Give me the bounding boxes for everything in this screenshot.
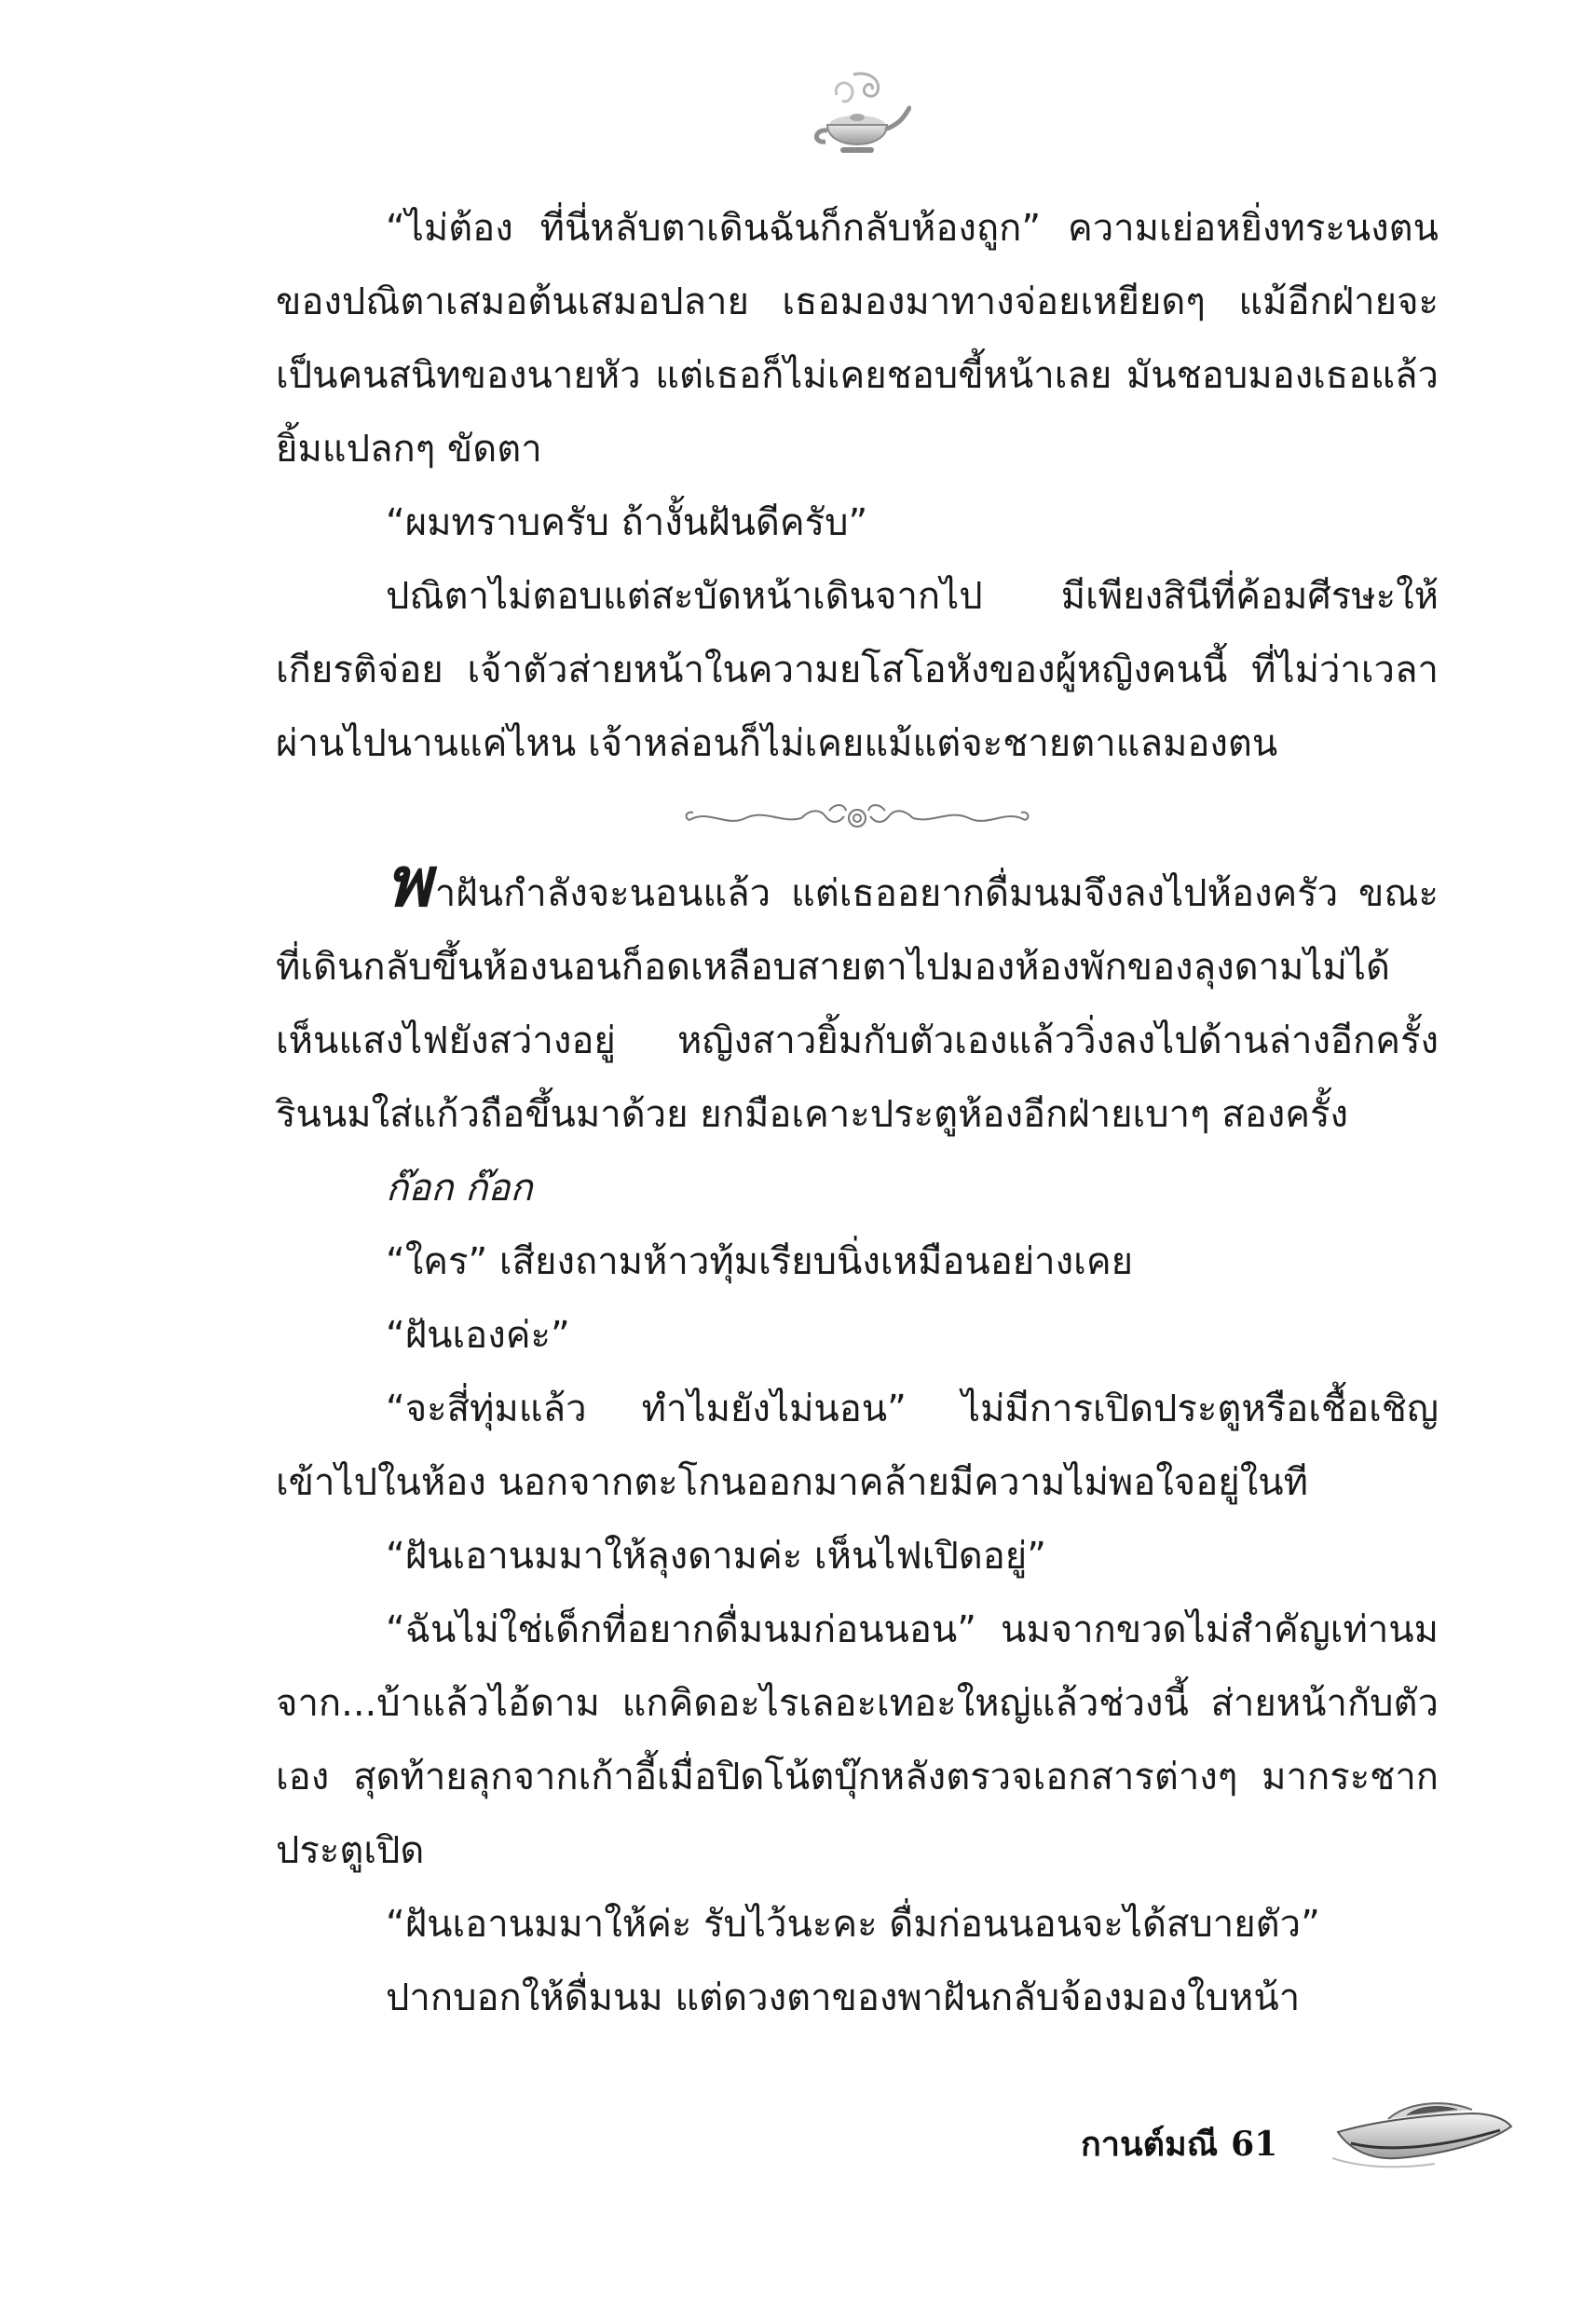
paragraph: “ไม่ต้อง ที่นี่หลับตาเดินฉันก็กลับห้องถูก” ความเย่อหยิ่งทระนงตนของปณิตาเสมอต้นเสมอปลาย เธอมองมาทางจ่อยเหยียดๆ แม้อีกฝ่ายจะเป็นคนสนิทของนายหัว แต่เธอก็ไม่เคยชอบขี้หน้าเลย มันชอบมองเธอแล้วยิ้มแปลกๆ ขัดตา — [276, 207, 1439, 471]
book-title: กานต์มณี — [1081, 2125, 1219, 2164]
paragraph: “ฝันเองค่ะ” — [386, 1314, 570, 1357]
paragraph-text: าฝันกำลังจะนอนแล้ว แต่เธออยากดื่มนมจึงลงไปห้องครัว ขณะที่เดินกลับขึ้นห้องนอนก็อดเหลือบสายตาไปมองห้องพักของลุงดามไม่ได้ เห็นแสงไฟยังสว่างอยู่ หญิงสาวยิ้มกับตัวเองแล้ววิ่งลงไปด้านล่างอีกครั้ง รินนมใส่แก้วถือขึ้นมาด้วย ยกมือเคาะประตูห้องอีกฝ่ายเบาๆ สองครั้ง — [276, 872, 1439, 1136]
paragraph: “ฝันเอานมมาให้ค่ะ รับไว้นะคะ ดื่มก่อนนอนจะได้สบายตัว” — [386, 1903, 1320, 1946]
scroll-flourish-icon — [680, 800, 1034, 837]
paragraph: “จะสี่ทุ่มแล้ว ทำไมยังไม่นอน” ไม่มีการเปิดประตูหรือเชื้อเชิญเข้าไปในห้อง นอกจากตะโกนออกมาคล้ายมีความไม่พอใจอยู่ในที — [276, 1388, 1439, 1504]
drop-cap: พ — [386, 842, 431, 923]
paragraph: “ฝันเอานมมาให้ลุงดามค่ะ เห็นไฟเปิดอยู่” — [386, 1535, 1046, 1578]
speedboat-icon — [1332, 2082, 1515, 2175]
paragraph: “ฉันไม่ใช่เด็กที่อยากดื่มนมก่อนนอน” นมจากขวดไม่สำคัญเท่านมจาก...บ้าแล้วไอ้ดาม แกคิดอะไรเลอะเทอะใหญ่แล้วช่วงนี้ ส่ายหน้ากับตัวเอง สุดท้ายลุกจากเก้าอี้เมื่อปิดโน้ตบุ๊กหลังตรวจเอกสารต่างๆ มากระชากประตูเปิด — [276, 1608, 1439, 1872]
teapot-ornament-icon — [799, 67, 911, 170]
paragraph: ปณิตาไม่ตอบแต่สะบัดหน้าเดินจากไป มีเพียงสินีที่ค้อมศีรษะให้เกียรติจ่อย เจ้าตัวส่ายหน้าในความยโสโอหังของผู้หญิงคนนี้ ที่ไม่ว่าเวลาผ่านไปนานแค่ไหน เจ้าหล่อนก็ไม่เคยแม้แต่จะชายตาแลมองตน — [276, 575, 1439, 765]
knock-sound: ก๊อก ก๊อก — [386, 1167, 533, 1210]
page-number: 61 — [1231, 2125, 1278, 2164]
body-text — [276, 192, 1439, 2035]
paragraph: “ผมทราบครับ ถ้างั้นฝันดีครับ” — [386, 501, 868, 544]
paragraph-with-dropcap — [276, 842, 1439, 1152]
paragraph: ปากบอกให้ดื่มนม แต่ดวงตาของพาฝันกลับจ้องมองใบหน้า — [386, 1976, 1301, 2019]
page-footer — [1081, 2117, 1277, 2170]
paragraph: “ใคร” เสียงถามห้าวทุ้มเรียบนิ่งเหมือนอย่างเคย — [386, 1240, 1134, 1283]
section-divider — [276, 781, 1439, 855]
